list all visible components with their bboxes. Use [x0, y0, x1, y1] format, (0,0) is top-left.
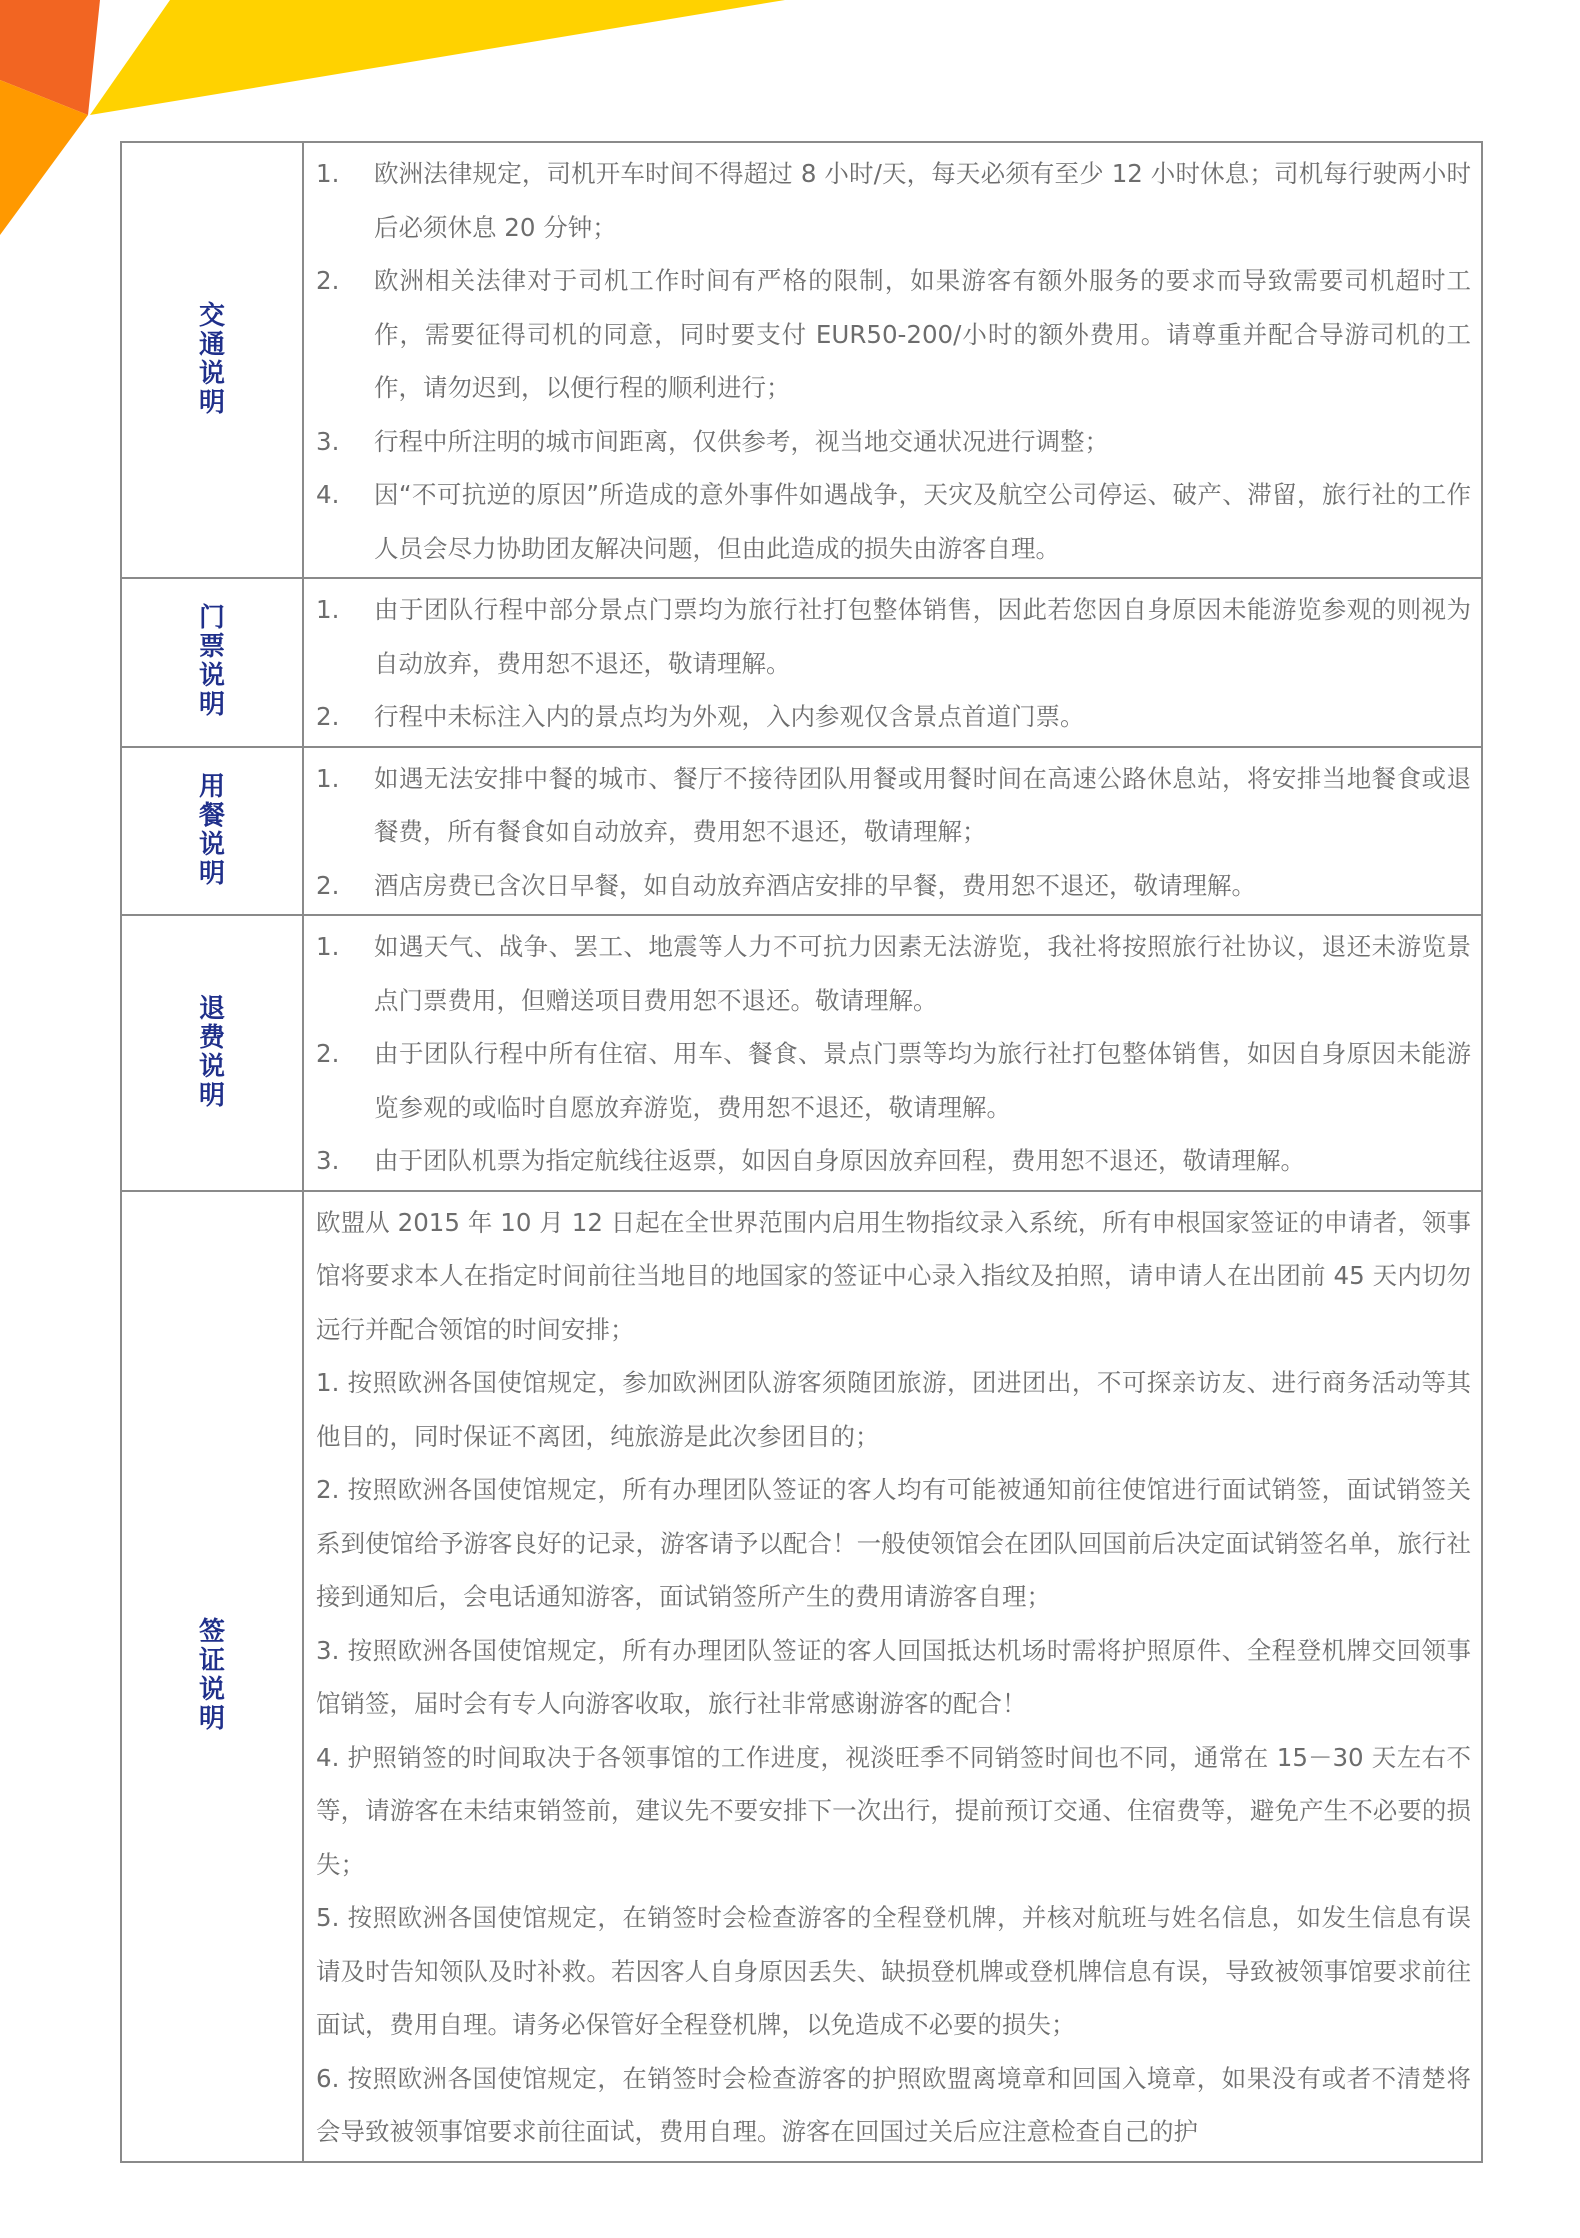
section-label-cell — [121, 915, 303, 1191]
list-item — [316, 147, 1471, 254]
section-row-refunds — [121, 915, 1482, 1191]
item-number: 3. — [316, 426, 340, 456]
section-row-visa — [121, 1191, 1482, 2162]
item-number: 2. — [316, 870, 340, 900]
visa-paragraph: 6. 按照欧洲各国使馆规定，在销签时会检查游客的护照欧盟离境章和回国入境章，如果没有或者不清楚将会导致被领事馆要求前往面试，费用自理。游客在回国过关后应注意检查自己的护 — [316, 2063, 1471, 2146]
section-label-visa: 签证说明 — [198, 1617, 225, 1734]
travel-notes-table — [120, 141, 1483, 2163]
item-number: 2. — [316, 1039, 340, 1068]
item-number: 1. — [316, 595, 340, 624]
visa-paragraph: 1. 按照欧洲各国使馆规定，参加欧洲团队游客须随团旅游，团进团出，不可探亲访友、进行商务活动等其他目的，同时保证不离团，纯旅游是此次参团目的； — [316, 1368, 1471, 1451]
section-label-cell — [121, 1191, 303, 2162]
visa-paragraph: 5. 按照欧洲各国使馆规定，在销签时会检查游客的全程登机牌，并核对航班与姓名信息，如发生信息有误请及时告知领队及时补救。若因客人自身原因丢失、缺损登机牌或登机牌信息有误，导致被领事馆要求前往面试，费用自理。请务必保管好全程登机牌，以免造成不必要的损失； — [316, 1903, 1471, 2039]
list-item — [316, 859, 1471, 913]
section-content-visa — [303, 1191, 1482, 2162]
item-text: 欧洲法律规定，司机开车时间不得超过 8 小时/天，每天必须有至少 12 小时休息；司机每行驶两小时后必须休息 20 分钟； — [374, 159, 1471, 242]
item-number: 3. — [316, 1146, 340, 1175]
item-text: 由于团队行程中部分景点门票均为旅行社打包整体销售，因此若您因自身原因未能游览参观的则视为自动放弃，费用恕不退还，敬请理解。 — [374, 595, 1471, 678]
item-text: 酒店房费已含次日早餐，如自动放弃酒店安排的早餐，费用恕不退还，敬请理解。 — [374, 870, 1256, 900]
item-number: 2. — [316, 702, 340, 731]
item-text: 行程中所注明的城市间距离，仅供参考，视当地交通状况进行调整； — [374, 426, 1109, 456]
orange-dark-shape — [0, 0, 100, 115]
section-label-tickets: 门票说明 — [198, 603, 225, 721]
orange-shape — [0, 80, 88, 235]
item-number: 1. — [316, 932, 340, 961]
item-number: 1. — [316, 763, 340, 793]
section-content-refunds — [303, 915, 1482, 1191]
list-item — [316, 415, 1471, 469]
section-label-cell — [121, 142, 303, 578]
section-label-cell — [121, 578, 303, 747]
item-text: 如遇天气、战争、罢工、地震等人力不可抗力因素无法游览，我社将按照旅行社协议，退还未游览景点门票费用，但赠送项目费用恕不退还。敬请理解。 — [374, 932, 1471, 1015]
item-text: 行程中未标注入内的景点均为外观，入内参观仅含景点首道门票。 — [374, 702, 1085, 731]
list-item — [316, 920, 1471, 1027]
item-number: 4. — [316, 480, 340, 509]
item-number: 2. — [316, 266, 340, 295]
list-item — [316, 468, 1471, 575]
item-text: 因“不可抗逆的原因”所造成的意外事件如遇战争，天灾及航空公司停运、破产、滞留，旅行社的工作人员会尽力协助团友解决问题，但由此造成的损失由游客自理。 — [374, 480, 1471, 563]
section-content-transport — [303, 142, 1482, 578]
item-number: 1. — [316, 159, 340, 188]
list-item — [316, 752, 1471, 859]
visa-paragraph: 3. 按照欧洲各国使馆规定，所有办理团队签证的客人回国抵达机场时需将护照原件、全程登机牌交回领事馆销签，届时会有专人向游客收取，旅行社非常感谢游客的配合！ — [316, 1635, 1471, 1718]
item-text: 由于团队行程中所有住宿、用车、餐食、景点门票等均为旅行社打包整体销售，如因自身原因未能游览参观的或临时自愿放弃游览，费用恕不退还，敬请理解。 — [374, 1039, 1471, 1122]
list-item — [316, 254, 1471, 415]
section-content-tickets — [303, 578, 1482, 747]
section-label-meals: 用餐说明 — [198, 771, 225, 889]
section-label-transport: 交通说明 — [198, 301, 225, 418]
list-item — [316, 690, 1471, 744]
visa-paragraph: 4. 护照销签的时间取决于各领事馆的工作进度，视淡旺季不同销签时间也不同，通常在 15－30 天左右不等，请游客在未结束销签前，建议先不要安排下一次出行，提前预订交通、住宿费等，避免产生不必要的损失； — [316, 1742, 1471, 1879]
section-row-transport — [121, 142, 1482, 578]
section-label-cell — [121, 747, 303, 916]
list-item — [316, 583, 1471, 690]
visa-paragraph: 2. 按照欧洲各国使馆规定，所有办理团队签证的客人均有可能被通知前往使馆进行面试销签，面试销签关系到使馆给予游客良好的记录，游客请予以配合！一般使领馆会在团队回国前后决定面试销签名单，旅行社接到通知后，会电话通知游客，面试销签所产生的费用请游客自理； — [316, 1475, 1471, 1611]
list-item — [316, 1134, 1471, 1188]
section-row-tickets — [121, 578, 1482, 747]
item-text: 如遇无法安排中餐的城市、餐厅不接待团队用餐或用餐时间在高速公路休息站，将安排当地餐食或退餐费，所有餐食如自动放弃，费用恕不退还，敬请理解； — [374, 763, 1471, 846]
item-text: 由于团队机票为指定航线往返票，如因自身原因放弃回程，费用恕不退还，敬请理解。 — [374, 1146, 1305, 1175]
section-content-meals — [303, 747, 1482, 916]
visa-intro-paragraph: 欧盟从 2015 年 10 月 12 日起在全世界范围内启用生物指纹录入系统，所有申根国家签证的申请者，领事馆将要求本人在指定时间前往当地目的地国家的签证中心录入指纹及拍照，请申请人在出团前 45 天内切勿远行并配合领馆的时间安排； — [316, 1207, 1471, 1344]
item-text: 欧洲相关法律对于司机工作时间有严格的限制，如果游客有额外服务的要求而导致需要司机超时工作，需要征得司机的同意，同时要支付 EUR50-200/小时的额外费用。请尊重并配合导游司机的工作，请勿迟到，以便行程的顺利进行； — [374, 266, 1471, 402]
list-item — [316, 1027, 1471, 1134]
yellow-shape — [90, 0, 785, 115]
section-row-meals — [121, 747, 1482, 916]
section-label-refunds: 退费说明 — [198, 993, 225, 1111]
